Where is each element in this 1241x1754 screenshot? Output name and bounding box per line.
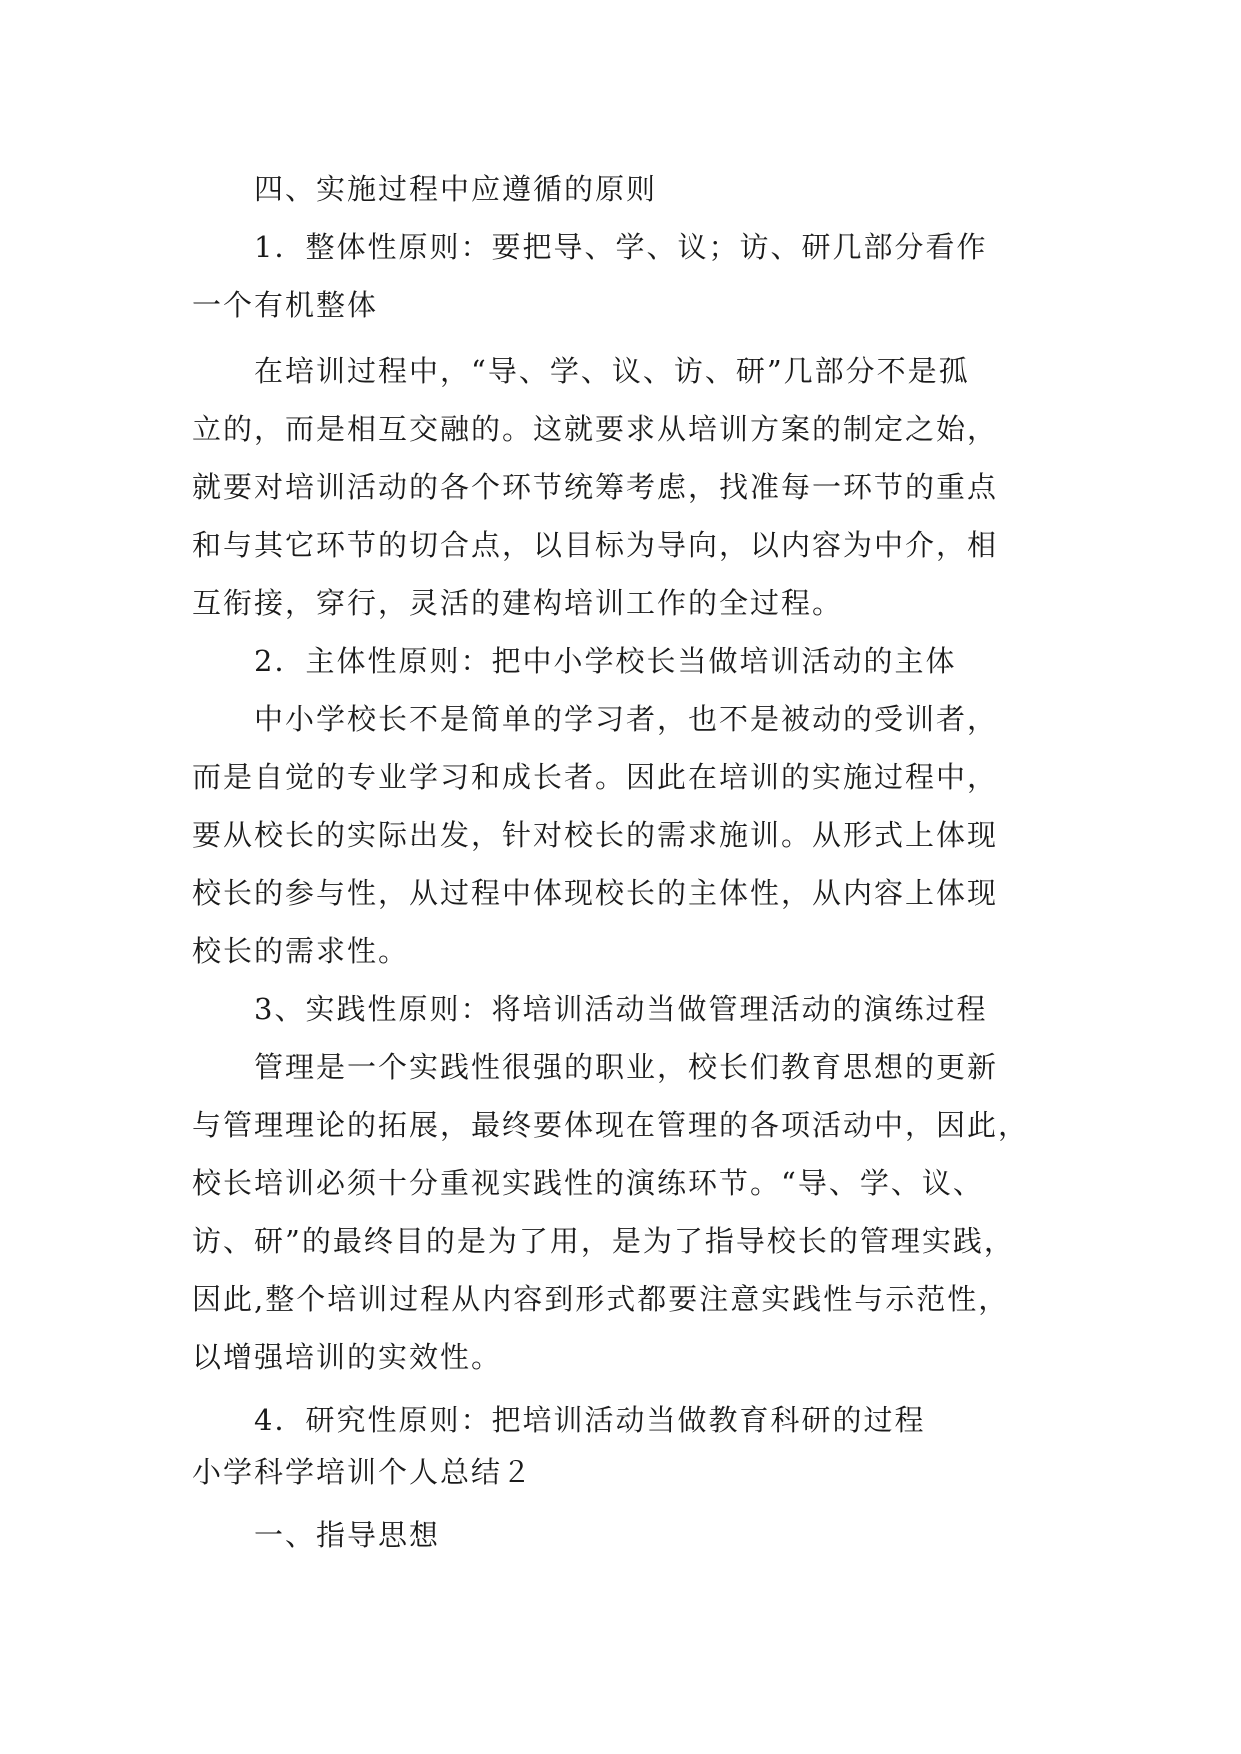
paragraph-line: 因此,整个培训过程从内容到形式都要注意实践性与示范性，: [192, 1282, 1010, 1316]
principle-heading: 1．整体性原则：要把导、学、议；访、研几部分看作: [254, 230, 988, 264]
paragraph-line: 而是自觉的专业学习和成长者。因此在培训的实施过程中，: [192, 760, 999, 794]
paragraph-line: 立的，而是相互交融的。这就要求从培训方案的制定之始，: [192, 412, 999, 446]
document-body: [192, 160, 1052, 1564]
paragraph-line: 以增强培训的实效性。: [192, 1340, 503, 1374]
principle-heading-continued: 一个有机整体: [192, 288, 379, 322]
paragraph-line: 互衔接，穿行，灵活的建构培训工作的全过程。: [192, 586, 844, 620]
paragraph-line: 校长培训必须十分重视实践性的演练环节。“导、学、议、: [192, 1166, 984, 1200]
paragraph-line: 管理是一个实践性很强的职业，校长们教育思想的更新: [254, 1050, 999, 1084]
section-heading: 四、实施过程中应遵循的原则: [254, 172, 658, 206]
paragraph-line: 就要对培训活动的各个环节统筹考虑，找准每一环节的重点: [192, 470, 999, 504]
principle-heading: 3、实践性原则：将培训活动当做管理活动的演练过程: [254, 992, 988, 1026]
paragraph-line: 校长的需求性。: [192, 934, 410, 968]
paragraph-line: 校长的参与性，从过程中体现校长的主体性，从内容上体现: [192, 876, 999, 910]
paragraph-line: 在培训过程中，“导、学、议、访、研”几部分不是孤: [254, 354, 970, 388]
paragraph-line: 要从校长的实际出发，针对校长的需求施训。从形式上体现: [192, 818, 999, 852]
paragraph-line: 和与其它环节的切合点，以目标为导向，以内容为中介，相: [192, 528, 999, 562]
paragraph-line: 访、研”的最终目的是为了用，是为了指导校长的管理实践，: [192, 1224, 1015, 1258]
paragraph-line: 中小学校长不是简单的学习者，也不是被动的受训者，: [254, 702, 999, 736]
paragraph-line: 与管理理论的拓展，最终要体现在管理的各项活动中，因此，: [192, 1108, 1030, 1142]
document-title: 小学科学培训个人总结２: [192, 1455, 534, 1489]
principle-heading: 2．主体性原则：把中小学校长当做培训活动的主体: [254, 644, 957, 678]
section-heading: 一、指导思想: [254, 1518, 441, 1552]
principle-heading: 4．研究性原则：把培训活动当做教育科研的过程: [254, 1403, 926, 1437]
